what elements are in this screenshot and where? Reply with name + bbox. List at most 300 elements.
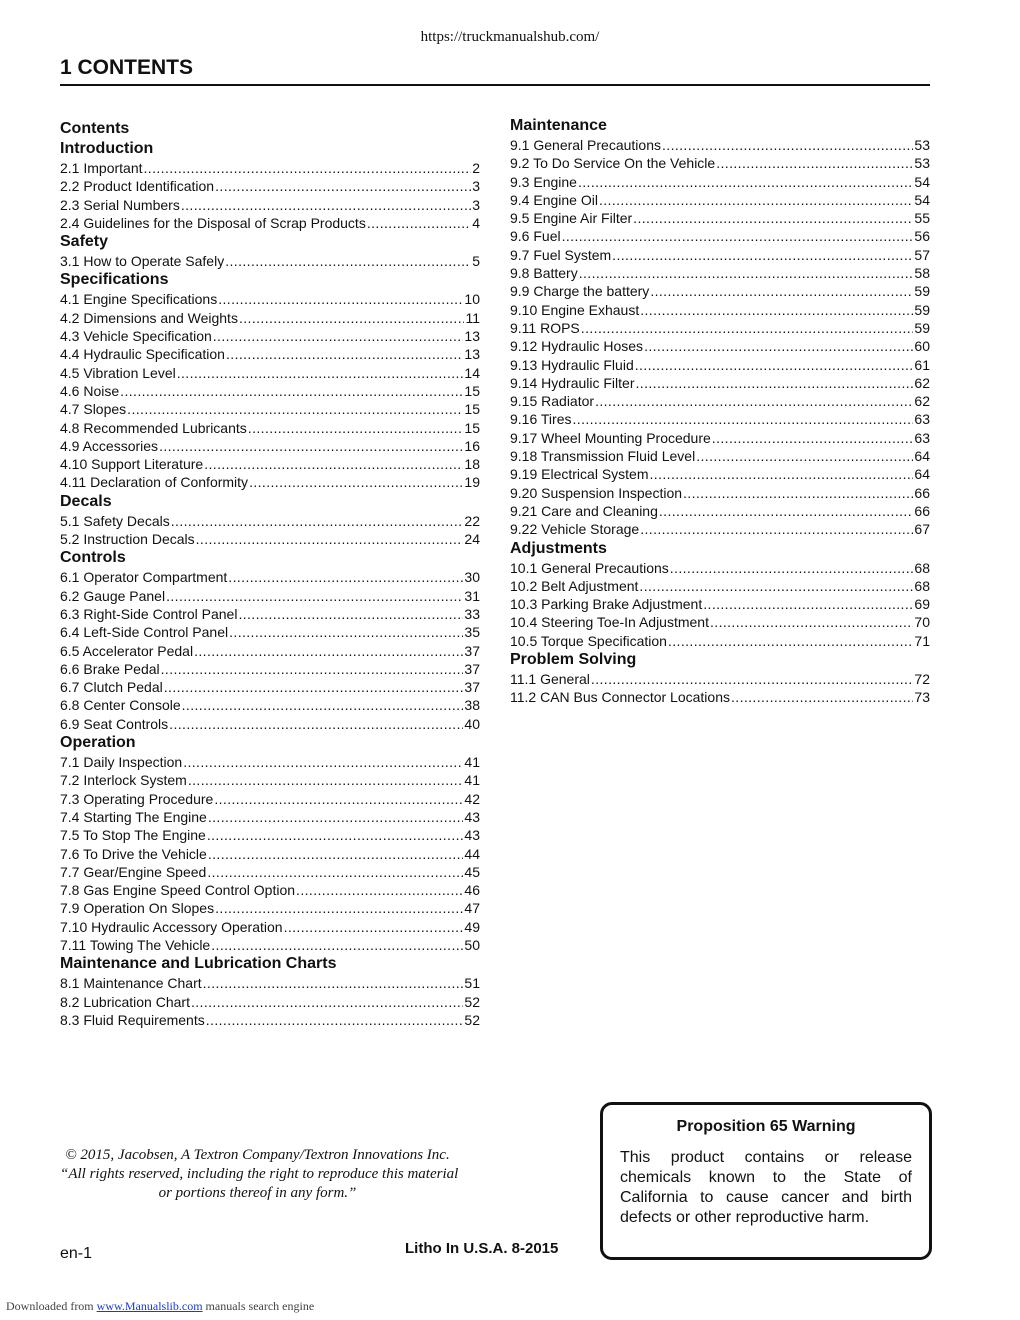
dot-leader [644,337,913,355]
toc-entry-page: 64 [914,448,930,465]
toc-entry-label: 9.5 Engine Air Filter [510,210,633,227]
dot-leader [194,642,463,660]
toc-entry-label: 7.10 Hydraulic Accessory Operation [60,918,283,935]
dot-leader [635,356,914,374]
toc-entry[interactable] [60,771,480,789]
toc-entry[interactable] [60,936,480,954]
dot-leader [215,177,471,195]
prop65-warning-box [600,1102,932,1260]
toc-entry-page: 62 [914,393,930,410]
toc-entry[interactable] [60,715,480,733]
copyright-line: © 2015, Jacobsen, A Textron Company/Textron Innovations Inc. [65,1147,450,1163]
dot-leader [120,382,463,400]
toc-entry-page: 11 [465,309,480,326]
dot-leader [696,447,913,465]
toc-entry-page: 15 [464,419,480,436]
dot-leader [159,437,463,455]
toc-entry[interactable] [60,1011,480,1029]
dot-leader [207,826,464,844]
toc-entry-label: 9.8 Battery [510,265,578,282]
dot-leader [670,559,914,577]
source-url: https://truckmanualshub.com/ [420,29,600,45]
toc-entry-label: 9.7 Fuel System [510,246,612,263]
toc-entry-label: 9.13 Hydraulic Fluid [510,356,634,373]
toc-entry-page: 68 [914,559,930,576]
toc-entry-label: 4.2 Dimensions and Weights [60,309,238,326]
toc-entry-label: 9.21 Care and Cleaning [510,502,658,519]
toc-entry[interactable] [60,382,480,400]
toc-entry[interactable] [510,577,930,595]
toc-entry-page: 62 [914,374,930,391]
toc-entry-label: 7.3 Operating Procedure [60,790,214,807]
toc-entry[interactable] [510,319,930,337]
dot-leader [579,264,914,282]
toc-entry[interactable] [60,530,480,548]
dot-leader [650,465,914,483]
toc-left-column [60,119,480,1029]
toc-entry-label: 2.3 Serial Numbers [60,196,180,213]
toc-section-heading: Operation [60,734,136,752]
toc-entry-page: 31 [464,587,480,604]
toc-entry-label: 9.9 Charge the battery [510,283,650,300]
toc-entry-label: 9.14 Hydraulic Filter [510,374,635,391]
toc-entry[interactable] [510,227,930,245]
toc-entry-label: 7.1 Daily Inspection [60,754,183,771]
toc-entry-label: 4.1 Engine Specifications [60,291,218,308]
page-title: 1 CONTENTS [60,56,194,79]
toc-entry[interactable] [60,214,480,232]
toc-entry-page: 37 [464,660,480,677]
litho-note: Litho In U.S.A. 8-2015 [405,1240,559,1257]
toc-entry-page: 3 [472,178,480,195]
toc-entry[interactable] [60,309,480,327]
dot-leader [214,790,463,808]
title-rule [60,84,930,86]
toc-entry-page: 43 [464,808,480,825]
dot-leader [284,918,464,936]
toc-entry-label: 7.8 Gas Engine Speed Control Option [60,882,296,899]
toc-entry[interactable] [60,993,480,1011]
dot-leader [203,974,464,992]
toc-entry-page: 53 [914,155,930,172]
toc-entry[interactable] [510,264,930,282]
toc-entry[interactable] [510,520,930,538]
dot-leader [562,227,914,245]
toc-entry-label: 9.20 Suspension Inspection [510,484,683,501]
toc-entry[interactable] [60,400,480,418]
toc-entry-label: 5.2 Instruction Decals [60,531,195,548]
toc-entry-label: 5.1 Safety Decals [60,512,170,529]
dot-leader [213,327,464,345]
toc-entry-page: 60 [914,338,930,355]
toc-entry-page: 40 [464,715,480,732]
toc-entry[interactable] [510,374,930,392]
toc-entry-label: 9.1 General Precautions [510,137,661,153]
toc-entry-label: 9.6 Fuel [510,228,561,245]
toc-entry-page: 13 [464,346,480,363]
dot-leader [662,136,913,154]
toc-entry[interactable] [510,209,930,227]
toc-entry-page: 67 [914,521,930,538]
toc-entry-page: 14 [464,364,480,381]
toc-entry[interactable] [60,196,480,214]
toc-entry-page: 13 [464,328,480,345]
dot-leader [127,400,463,418]
toc-entry[interactable] [510,154,930,172]
manualslib-link[interactable]: www.Manualslib.com [96,1299,203,1313]
toc-entry-page: 50 [464,936,480,953]
toc-entry-page: 66 [914,502,930,519]
toc-entry[interactable] [510,447,930,465]
dot-leader [215,899,463,917]
toc-entry[interactable] [60,845,480,863]
toc-entry[interactable] [510,356,930,374]
toc-entry-label: 9.17 Wheel Mounting Procedure [510,429,711,446]
toc-entry[interactable] [60,623,480,641]
toc-entry-label: 8.3 Fluid Requirements [60,1011,205,1028]
toc-entry-page: 58 [914,265,930,282]
download-footer [6,1299,314,1314]
toc-entry-page: 54 [914,173,930,190]
toc-entry-page: 22 [464,512,480,529]
toc-entry[interactable] [60,364,480,382]
toc-entry-label: 9.11 ROPS [510,319,580,336]
dot-leader [144,159,472,177]
toc-entry-page: 47 [464,900,480,917]
toc-entry[interactable] [60,642,480,660]
toc-entry-label: 4.8 Recommended Lubricants [60,419,247,436]
toc-entry[interactable] [510,613,930,631]
toc-entry-page: 64 [914,466,930,483]
dot-leader [229,623,463,641]
toc-entry-label: 6.7 Clutch Pedal [60,679,163,696]
toc-entry-label: 6.2 Gauge Panel [60,587,166,604]
toc-entry-page: 53 [914,137,930,153]
toc-entry[interactable] [60,512,480,530]
toc-entry-page: 2 [472,160,480,176]
dot-leader [578,173,913,191]
dot-leader [208,808,464,826]
page-number: en-1 [60,1245,93,1262]
toc-entry-page: 18 [464,456,480,473]
dot-leader [703,595,913,613]
dot-leader [712,429,914,447]
toc-entry-page: 71 [914,632,930,649]
dot-leader [208,845,464,863]
toc-entry-page: 59 [914,301,930,318]
toc-entry[interactable] [60,290,480,308]
dot-leader [211,936,463,954]
toc-entry[interactable] [60,252,480,270]
toc-entry[interactable] [60,918,480,936]
toc-entry-page: 41 [464,754,480,771]
dot-leader [188,771,464,789]
toc-entry-page: 57 [914,246,930,263]
dot-leader [659,502,914,520]
toc-entry-label: 7.6 To Drive the Vehicle [60,845,207,862]
toc-entry[interactable] [510,632,930,650]
toc-entry-label: 9.18 Transmission Fluid Level [510,448,696,465]
toc-section-heading: Safety [60,233,109,251]
toc-entry[interactable] [60,881,480,899]
dot-leader [296,881,463,899]
toc-entry[interactable] [60,587,480,605]
dot-leader [581,319,914,337]
toc-entry-page: 72 [914,671,930,688]
dot-leader [639,577,913,595]
dot-leader [177,364,464,382]
toc-entry[interactable] [60,473,480,491]
toc-entry[interactable] [60,808,480,826]
toc-entry-page: 73 [914,689,930,706]
toc-entry-label: 10.4 Steering Toe-In Adjustment [510,614,709,631]
toc-entry-page: 52 [464,993,480,1010]
toc-entry-label: 10.5 Torque Specification [510,632,667,649]
toc-entry[interactable] [60,605,480,623]
toc-entry-label: 4.5 Vibration Level [60,364,176,381]
dot-leader [226,345,463,363]
toc-entry[interactable] [510,502,930,520]
toc-entry-label: 4.9 Accessories [60,437,159,454]
toc-entry-label: 9.15 Radiator [510,393,595,410]
toc-entry-page: 44 [464,845,480,862]
toc-entry-label: 7.11 Towing The Vehicle [60,936,211,953]
toc-entry[interactable] [60,437,480,455]
toc-entry[interactable] [60,345,480,363]
toc-entry-page: 41 [464,772,480,789]
toc-entry[interactable] [60,863,480,881]
toc-section-heading: Contents [60,120,130,137]
dot-leader [599,191,913,209]
toc-entry[interactable] [510,670,930,688]
toc-entry-page: 54 [914,191,930,208]
toc-entry-page: 59 [914,283,930,300]
toc-entry-label: 9.16 Tires [510,411,572,428]
footer-prefix: Downloaded from [6,1299,94,1313]
toc-entry-label: 6.9 Seat Controls [60,715,169,732]
toc-entry-label: 9.12 Hydraulic Hoses [510,338,644,355]
dot-leader [183,753,463,771]
toc-entry-page: 35 [464,624,480,641]
toc-section-heading: Specifications [60,271,169,289]
dot-leader [591,670,914,688]
toc-entry[interactable] [60,419,480,437]
dot-leader [640,520,913,538]
toc-entry-label: 4.3 Vehicle Specification [60,328,212,345]
dot-leader [207,863,463,881]
toc-entry-page: 55 [914,210,930,227]
dot-leader [161,660,464,678]
toc-entry[interactable] [510,173,930,191]
dot-leader [166,587,463,605]
toc-entry-page: 56 [914,228,930,245]
toc-entry-page: 5 [472,253,480,270]
toc-entry-page: 15 [464,401,480,418]
dot-leader [633,209,913,227]
dot-leader [182,696,464,714]
warning-title: Proposition 65 Warning [676,1118,856,1135]
toc-entry-label: 11.2 CAN Bus Connector Locations [510,689,730,706]
toc-entry[interactable] [60,660,480,678]
toc-entry[interactable] [510,688,930,706]
toc-entry-label: 7.9 Operation On Slopes [60,900,215,917]
dot-leader [367,214,471,232]
toc-entry[interactable] [510,136,930,154]
toc-entry[interactable] [510,191,930,209]
toc-entry-page: 33 [464,605,480,622]
copyright-line: “All rights reserved, including the right to reproduce this material [60,1166,459,1182]
toc-entry-page: 42 [464,790,480,807]
dot-leader [731,688,913,706]
dot-leader [238,605,463,623]
toc-entry-label: 7.2 Interlock System [60,772,187,789]
toc-entry-page: 46 [464,882,480,899]
toc-entry-page: 24 [464,531,480,548]
toc-entry[interactable] [510,465,930,483]
toc-entry-label: 2.2 Product Identification [60,178,215,195]
toc-entry-page: 30 [464,569,480,586]
toc-entry-label: 9.19 Electrical System [510,466,649,483]
toc-entry-label: 10.3 Parking Brake Adjustment [510,596,703,613]
toc-entry-label: 4.6 Noise [60,382,120,399]
toc-entry[interactable] [60,899,480,917]
toc-entry-label: 4.10 Support Literature [60,456,204,473]
toc-entry-label: 7.5 To Stop The Engine [60,827,206,844]
dot-leader [636,374,914,392]
warning-body: This product contains or release chemicals known to the State of California to cause cancer and birth defects or other reproductive harm. [620,1149,912,1226]
toc-entry[interactable] [60,974,480,992]
toc-section-heading: Decals [60,492,112,510]
dot-leader [239,309,465,327]
toc-entry[interactable] [510,337,930,355]
toc-entry-label: 4.7 Slopes [60,401,127,418]
toc-entry[interactable] [510,301,930,319]
dot-leader [595,392,913,410]
toc-entry[interactable] [510,559,930,577]
toc-entry-label: 9.2 To Do Service On the Vehicle [510,155,716,172]
toc-entry[interactable] [60,568,480,586]
toc-section-heading: Problem Solving [510,651,637,669]
toc-entry[interactable] [510,282,930,300]
toc-entry-label: 8.2 Lubrication Chart [60,993,190,1010]
dot-leader [640,301,913,319]
dot-leader [204,455,463,473]
toc-entry-page: 43 [464,827,480,844]
toc-entry-page: 51 [464,975,480,992]
toc-entry[interactable] [510,484,930,502]
toc-entry[interactable] [60,455,480,473]
toc-entry-page: 38 [464,697,480,714]
toc-section-heading: Maintenance and Lubrication Charts [60,955,337,973]
toc-entry-label: 4.4 Hydraulic Specification [60,346,225,363]
toc-entry-page: 4 [472,214,480,231]
toc-entry[interactable] [60,159,480,177]
dot-leader [206,1011,464,1029]
dot-leader [683,484,913,502]
toc-entry-label: 10.1 General Precautions [510,559,669,576]
toc-entry[interactable] [60,678,480,696]
toc-entry[interactable] [60,696,480,714]
toc-entry-page: 49 [464,918,480,935]
toc-entry-label: 9.22 Vehicle Storage [510,521,640,538]
toc-entry-page: 52 [464,1011,480,1028]
dot-leader [181,196,471,214]
dot-leader [171,512,464,530]
toc-entry-label: 2.4 Guidelines for the Disposal of Scrap Products [60,214,366,231]
toc-entry-label: 6.3 Right-Side Control Panel [60,605,238,622]
copyright-line: or portions thereof in any form.” [158,1185,357,1201]
toc-entry[interactable] [60,790,480,808]
copyright-notice [60,1146,459,1203]
toc-entry-page: 61 [914,356,930,373]
toc-entry[interactable] [510,246,930,264]
toc-entry[interactable] [60,177,480,195]
toc-entry-page: 10 [464,291,480,308]
toc-entry-page: 70 [914,614,930,631]
toc-entry-page: 19 [464,474,480,491]
toc-right-column [510,116,930,707]
toc-entry-page: 59 [914,319,930,336]
toc-entry-page: 66 [914,484,930,501]
toc-entry-page: 63 [914,411,930,428]
toc-entry-page: 3 [472,196,480,213]
toc-entry-label: 6.6 Brake Pedal [60,660,160,677]
toc-entry[interactable] [510,410,930,428]
footer-suffix: manuals search engine [205,1299,315,1313]
toc-entry-label: 6.5 Accelerator Pedal [60,642,194,659]
toc-entry-label: 7.7 Gear/Engine Speed [60,863,207,880]
dot-leader [710,613,913,631]
dot-leader [191,993,463,1011]
dot-leader [650,282,913,300]
toc-entry-page: 45 [464,863,480,880]
dot-leader [169,715,463,733]
toc-entry-label: 6.8 Center Console [60,697,181,714]
dot-leader [196,530,464,548]
toc-entry-label: 2.1 Important [60,160,143,176]
toc-section-heading: Introduction [60,140,154,157]
toc-entry-page: 16 [464,437,480,454]
toc-entry-label: 7.4 Starting The Engine [60,808,207,825]
toc-entry-page: 68 [914,577,930,594]
toc-entry-label: 10.2 Belt Adjustment [510,577,639,594]
toc-entry-label: 6.4 Left-Side Control Panel [60,624,229,641]
toc-entry[interactable] [510,429,930,447]
toc-entry-label: 11.1 General [510,671,590,688]
toc-entry-page: 69 [914,596,930,613]
toc-section-heading: Adjustments [510,539,607,557]
toc-entry-label: 4.11 Declaration of Conformity [60,474,249,491]
toc-entry-label: 9.3 Engine [510,173,577,190]
dot-leader [218,290,463,308]
dot-leader [225,252,471,270]
toc-entry[interactable] [510,595,930,613]
toc-entry[interactable] [60,826,480,844]
dot-leader [612,246,913,264]
toc-section-heading: Controls [60,549,126,567]
toc-entry[interactable] [60,327,480,345]
dot-leader [248,419,464,437]
toc-entry-page: 37 [464,642,480,659]
toc-section-heading: Maintenance [510,117,607,134]
toc-entry-page: 37 [464,679,480,696]
toc-entry[interactable] [510,392,930,410]
dot-leader [716,154,913,172]
dot-leader [164,678,464,696]
dot-leader [668,632,913,650]
toc-entry-label: 8.1 Maintenance Chart [60,975,202,992]
toc-entry[interactable] [60,753,480,771]
